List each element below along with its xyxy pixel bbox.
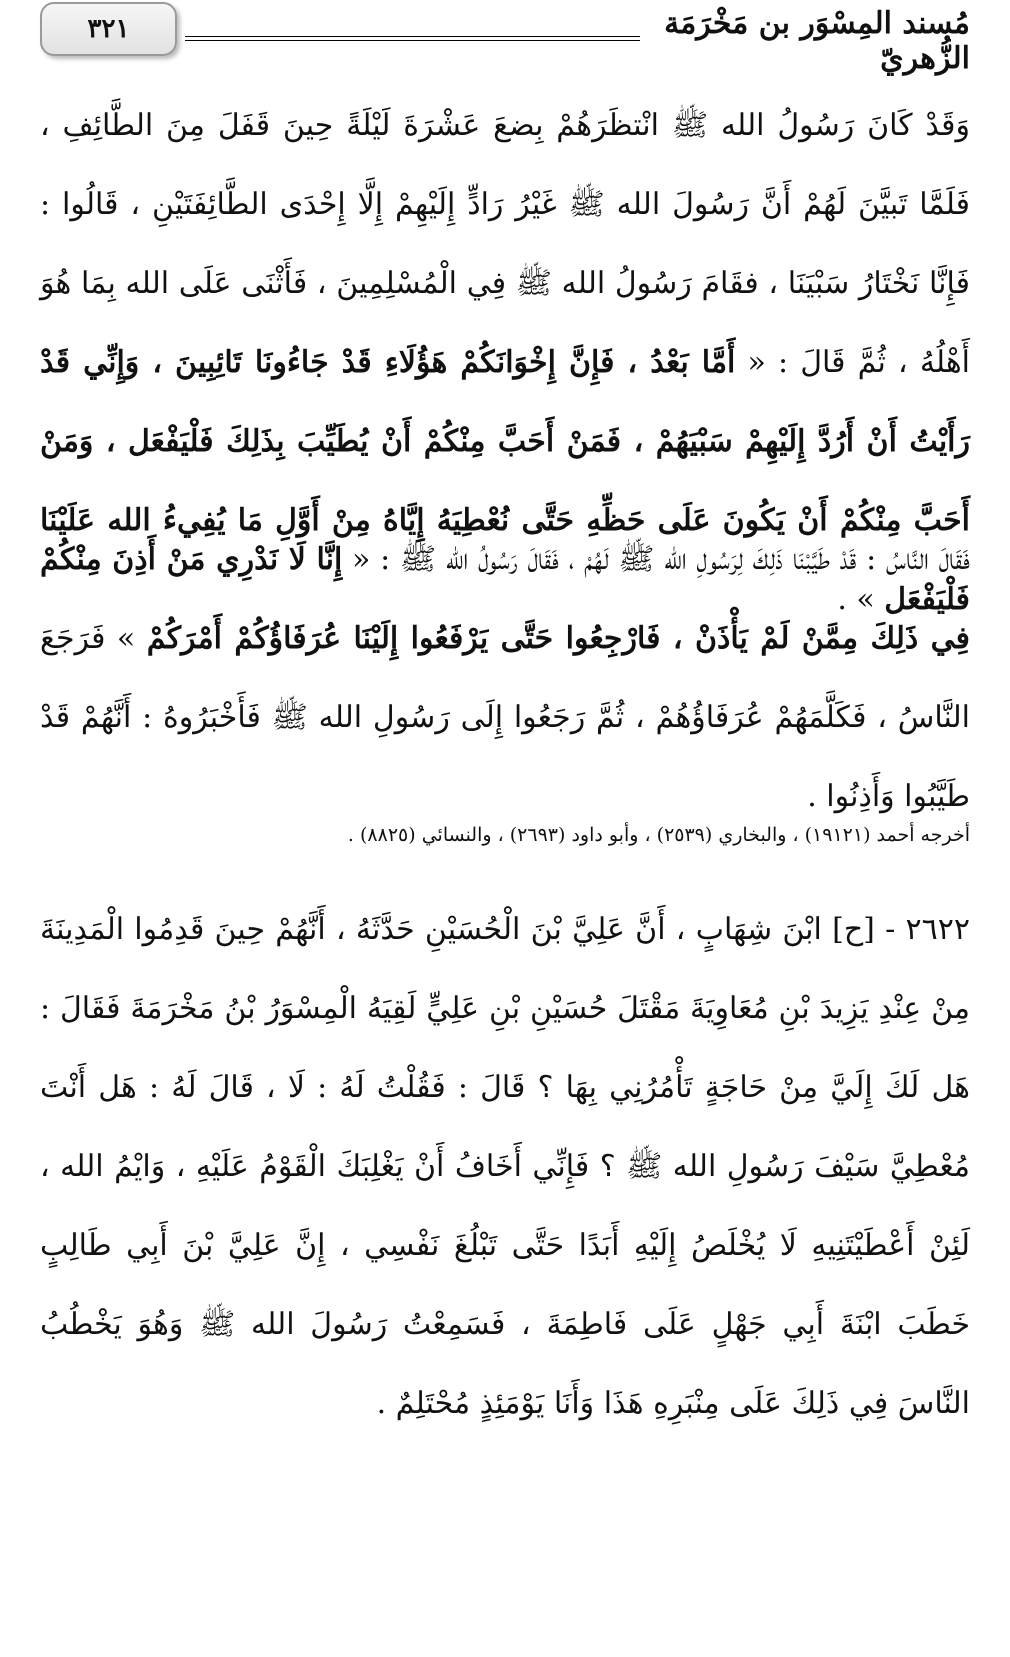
paragraph-1-quote: أَمَّا بَعْدُ ، فَإِنَّ إِخْوَانَكُمْ هَؤُلَاءِ قَدْ جَاءُونَا تَائِبِينَ ، وَإِنِّي قَدْ رَأَيْتُ أَنْ أَرُدَّ إِلَيْهِمْ سَبْيَهُمْ ، فَمَنْ أَحَبَّ مِنْكُمْ أَنْ يُطَيِّبَ بِذَلِكَ فَلْيَفْعَل ، وَمَنْ أَحَبَّ مِنْكُمْ أَنْ يَكُونَ عَلَى حَظِّهِ حَتَّى نُعْطِيَهُ إِيَّاهُ مِنْ أَوَّلِ مَا يُفِيءُ الله عَلَيْنَا فَلْيَفْعَل	[40, 345, 970, 617]
page-header	[40, 0, 970, 76]
paragraph-2-intro: فَقَالَ النَّاسُ : قَدْ طَيَّبْنَا ذَلِكَ لِرَسُولِ الله ﷺ لَهُمْ ، فَقَالَ رَسُولُ الله ﷺ : «	[352, 542, 970, 577]
page-number	[40, 2, 177, 56]
header-rule	[185, 36, 640, 41]
paragraph-1-close: » .	[837, 582, 875, 617]
paragraph-2-rest: » فَرَجَعَ النَّاسُ ، فَكَلَّمَهُمْ عُرَفَاؤُهُمْ ، ثُمَّ رَجَعُوا إِلَى رَسُولِ الله ﷺ فَأَخْبَرُوهُ : أَنَّهُمْ قَدْ طَيَّبُوا وَأَذِنُوا .	[40, 621, 970, 814]
hadith-2622	[40, 890, 970, 1443]
paragraph-1-text: وَقَدْ كَانَ رَسُولُ الله ﷺ انْتظَرَهُمْ بِضعَ عَشْرَةَ لَيْلَةً حِينَ قَفَلَ مِنَ الطَّائِفِ ، فَلَمَّا تَبيَّنَ لَهُمْ أَنَّ رَسُولَ الله ﷺ غَيْرُ رَادٍّ إِلَيْهِمْ إِلَّا إِحْدَى الطَّائِفَتَيْنِ ، قَالُوا : فَإِنَّا نَخْتَارُ سَبْيَنَا ، فقَامَ رَسُولُ الله ﷺ فِي الْمُسْلِمِينَ ، فَأَثْنَى عَلَى الله بِمَا هُوَ أَهْلُهُ ، ثُمَّ قَالَ : «	[40, 108, 970, 380]
footnote-takhrij: أخرجه أحمد (١٩١٢١) ، والبخاري (٢٥٣٩) ، وأبو داود (٢٦٩٣) ، والنسائي (٨٨٢٥) .	[347, 824, 970, 846]
paragraph-2-quote: إِنَّا لَا نَدْرِي مَنْ أَذِنَ مِنْكُمْ فِي ذَلِكَ مِمَّنْ لَمْ يَأْذَنْ ، فَارْجِعُوا حَتَّى يَرْفَعُوا إِلَيْنَا عُرَفَاؤُكُمْ أَمْرَكُمْ	[40, 542, 970, 656]
hadith-2622-text: ٢٦٢٢ - [ح] ابْنَ شِهَابٍ ، أَنَّ عَلِيَّ بْنَ الْحُسَيْنِ حَدَّثَهُ ، أَنَّهُمْ حِينَ قَدِمُوا الْمَدِينَةَ مِنْ عِنْدِ يَزِيدَ بْنِ مُعَاوِيَةَ مَقْتَلَ حُسَيْنِ بْنِ عَلِيٍّ لَقِيَهُ الْمِسْوَرُ بْنُ مَخْرَمَةَ فَقَالَ : هَل لَكَ إِلَيَّ مِنْ حَاجَةٍ تَأْمُرُنِي بِهَا ؟ قَالَ : فَقُلْتُ لَهُ : لَا ، قَالَ لَهُ : هَل أَنْتَ مُعْطِيَّ سَيْفَ رَسُولِ الله ﷺ ؟ فَإِنِّي أَخَافُ أَنْ يَغْلِبَكَ الْقَوْمُ عَلَيْهِ ، وَايْمُ الله ، لَئِنْ أَعْطَيْتَنِيهِ لَا يُخْلَصُ إِلَيْهِ أَبَدًا حَتَّى تَبْلُغَ نَفْسِي ، إِنَّ عَلِيَّ بْنَ أَبِي طَالِبٍ خَطَبَ ابْنَةَ أَبِي جَهْلٍ عَلَى فَاطِمَةَ ، فَسَمِعْتُ رَسُولَ الله ﷺ وَهُوَ يَخْطُبُ النَّاسَ فِي ذَلِكَ عَلَى مِنْبَرِهِ هَذَا وَأَنَا يَوْمَئِذٍ مُحْتَلِمٌ .	[40, 912, 970, 1421]
running-title: مُسند المِسْوَر بن مَخْرَمَة الزُّهريّ	[664, 6, 970, 76]
page-number-text: ٣٢١	[87, 14, 130, 44]
paragraph-2	[40, 520, 970, 836]
